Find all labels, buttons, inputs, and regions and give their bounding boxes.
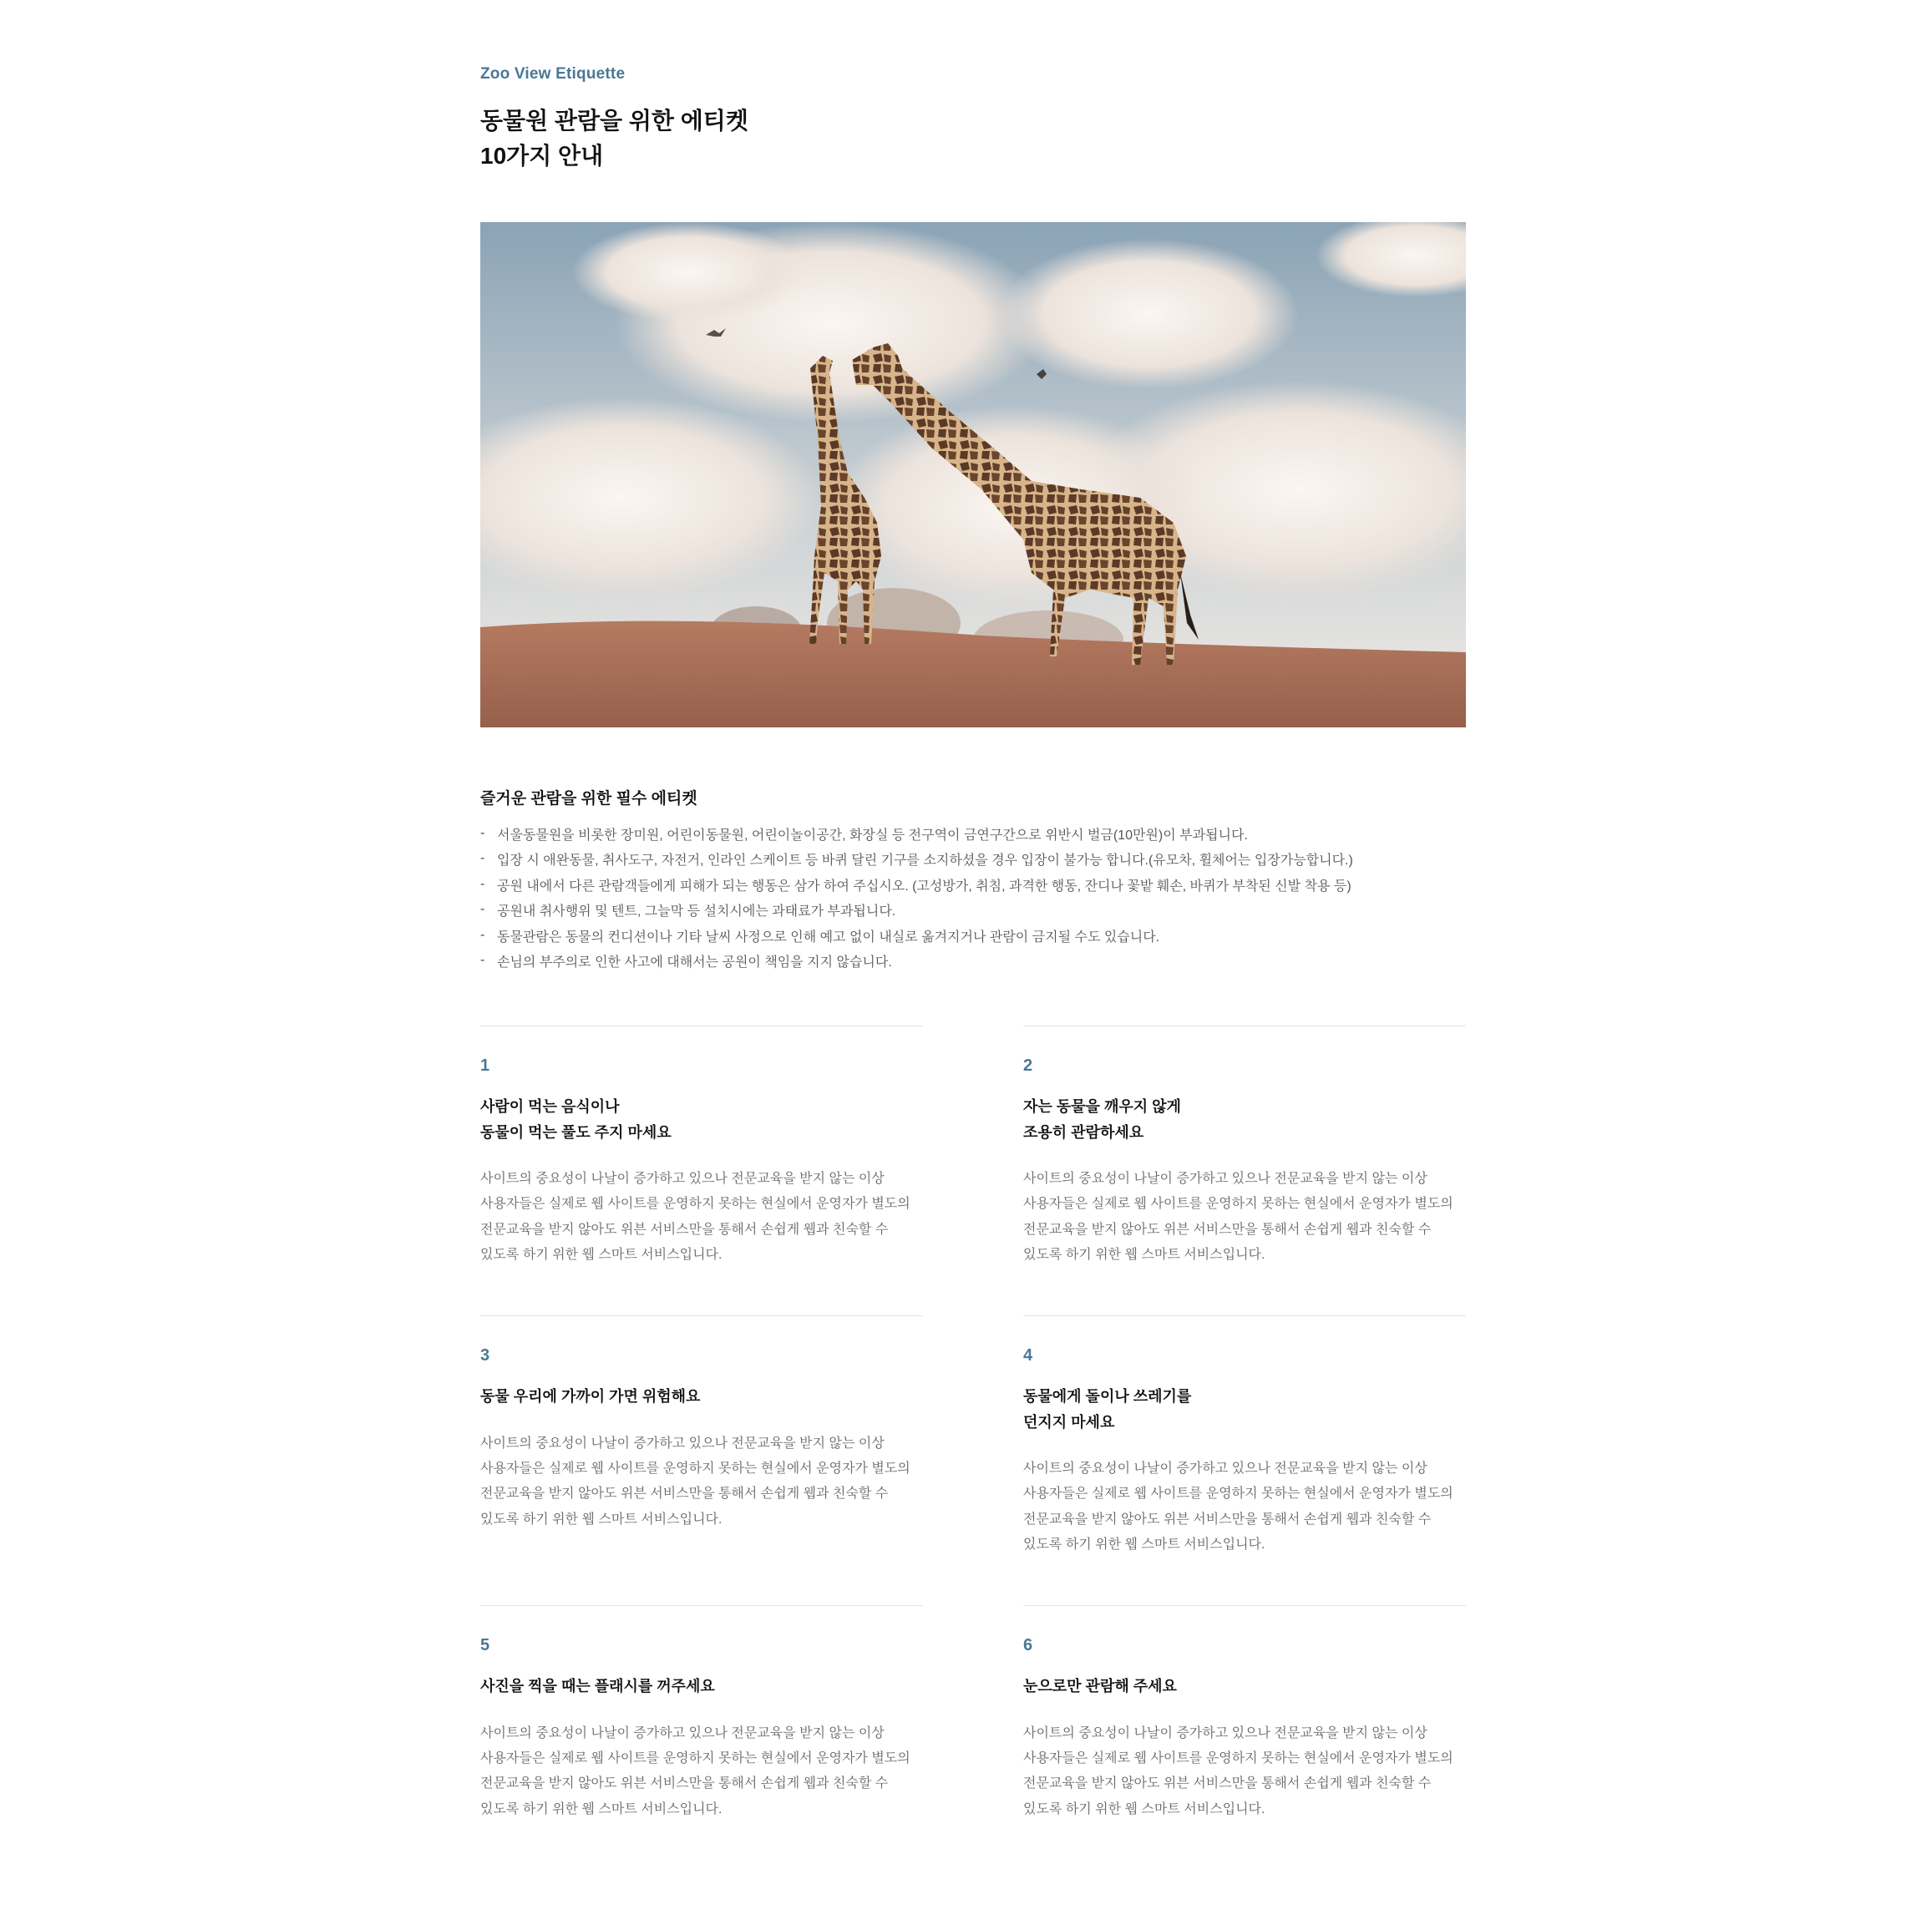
card-description-line: 사이트의 중요성이 나날이 증가하고 있으나 전문교육을 받지 않는 이상 (1023, 1725, 1427, 1740)
card-description-line: 사이트의 중요성이 나날이 증가하고 있으나 전문교육을 받지 않는 이상 (480, 1725, 885, 1740)
card-description-line: 전문교육을 받지 않아도 위븐 서비스만을 통해서 손쉽게 웹과 친숙할 수 (1023, 1776, 1432, 1791)
etiquette-card (480, 1605, 923, 1816)
rule-item (480, 899, 1466, 925)
rule-bullet: - (480, 876, 485, 891)
card-description-line: 있도록 하기 위한 웹 스마트 서비스입니다. (1023, 1801, 1265, 1816)
card-title (1023, 1674, 1466, 1700)
card-title (1023, 1094, 1466, 1145)
rule-bullet: - (480, 952, 485, 967)
page-title-line-1: 동물원 관람을 위한 에티켓 (480, 108, 748, 134)
card-title (480, 1384, 923, 1410)
rule-text: 공원 내에서 다른 관람객들에게 피해가 되는 행동은 삼가 하여 주십시오. (고성방가, 취침, 과격한 행동, 잔디나 꽃밭 훼손, 바퀴가 부착된 신발 착용 등) (497, 879, 1351, 894)
rule-item (480, 849, 1466, 874)
card-divider (1023, 1605, 1466, 1606)
section-eyebrow: Zoo View Etiquette (480, 65, 626, 83)
rule-text: 서울동물원을 비롯한 장미원, 어린이동물원, 어린이놀이공간, 화장실 등 전구역이 금연구간으로 위반시 벌금(10만원)이 부과됩니다. (497, 828, 1248, 843)
card-description-line: 사이트의 중요성이 나날이 증가하고 있으나 전문교육을 받지 않는 이상 (480, 1436, 885, 1451)
rule-item (480, 925, 1466, 950)
rules-list (480, 823, 1466, 975)
card-title-line: 사람이 먹는 음식이나 (480, 1098, 620, 1115)
rule-text: 손님의 부주의로 인한 사고에 대해서는 공원이 책임을 지지 않습니다. (497, 955, 892, 970)
card-description-line: 전문교육을 받지 않아도 위븐 서비스만을 통해서 손쉽게 웹과 친숙할 수 (480, 1222, 889, 1237)
card-description (1023, 1721, 1474, 1823)
card-title (480, 1674, 923, 1700)
card-description-line: 있도록 하기 위한 웹 스마트 서비스입니다. (1023, 1248, 1265, 1263)
card-description-line: 있도록 하기 위한 웹 스마트 서비스입니다. (480, 1512, 723, 1527)
etiquette-card (1023, 1315, 1466, 1553)
card-number: 6 (1023, 1636, 1033, 1654)
card-description-line: 사이트의 중요성이 나날이 증가하고 있으나 전문교육을 받지 않는 이상 (480, 1172, 885, 1186)
card-title-line: 눈으로만 관람해 주세요 (1023, 1678, 1177, 1695)
etiquette-card (1023, 1605, 1466, 1816)
card-divider (1023, 1315, 1466, 1316)
card-title (1023, 1384, 1466, 1435)
card-description-line: 사용자들은 실제로 웹 사이트를 운영하지 못하는 현실에서 운영자가 별도의 (480, 1461, 910, 1476)
etiquette-card (480, 1315, 923, 1527)
card-divider (480, 1315, 923, 1316)
card-title-line: 동물 우리에 가까이 가면 위험해요 (480, 1388, 701, 1405)
card-description-line: 사용자들은 실제로 웹 사이트를 운영하지 못하는 현실에서 운영자가 별도의 (1023, 1197, 1453, 1212)
card-description (1023, 1167, 1474, 1269)
rule-bullet: - (480, 902, 485, 917)
card-description (480, 1431, 931, 1533)
rule-bullet: - (480, 851, 485, 866)
rule-bullet: - (480, 927, 485, 942)
card-description-line: 사용자들은 실제로 웹 사이트를 운영하지 못하는 현실에서 운영자가 별도의 (480, 1750, 910, 1765)
card-description-line: 사용자들은 실제로 웹 사이트를 운영하지 못하는 현실에서 운영자가 별도의 (480, 1197, 910, 1212)
card-description (480, 1721, 931, 1823)
card-title-line: 동물이 먹는 풀도 주지 마세요 (480, 1123, 672, 1141)
rule-text: 동물관람은 동물의 컨디션이나 기타 날씨 사정으로 인해 예고 없이 내실로 옮겨지거나 관람이 금지될 수도 있습니다. (497, 930, 1160, 945)
card-title-line: 자는 동물을 깨우지 않게 (1023, 1098, 1181, 1115)
card-number: 4 (1023, 1346, 1033, 1365)
card-description-line: 사용자들은 실제로 웹 사이트를 운영하지 못하는 현실에서 운영자가 별도의 (1023, 1750, 1453, 1765)
card-description-line: 있도록 하기 위한 웹 스마트 서비스입니다. (480, 1801, 723, 1816)
card-description-line: 전문교육을 받지 않아도 위븐 서비스만을 통해서 손쉽게 웹과 친숙할 수 (1023, 1222, 1432, 1237)
card-description-line: 사이트의 중요성이 나날이 증가하고 있으나 전문교육을 받지 않는 이상 (1023, 1172, 1427, 1186)
rule-bullet: - (480, 826, 485, 840)
page-title-line-2: 10가지 안내 (480, 143, 604, 169)
card-description-line: 있도록 하기 위한 웹 스마트 서비스입니다. (1023, 1538, 1265, 1553)
card-divider (480, 1605, 923, 1606)
card-title (480, 1094, 923, 1145)
card-description-line: 전문교육을 받지 않아도 위븐 서비스만을 통해서 손쉽게 웹과 친숙할 수 (480, 1776, 889, 1791)
card-description (1023, 1456, 1474, 1558)
card-description (480, 1167, 931, 1269)
rules-title: 즐거운 관람을 위한 필수 에티켓 (480, 790, 697, 808)
rule-item (480, 950, 1466, 975)
card-title-line: 사진을 찍을 때는 플래시를 꺼주세요 (480, 1678, 715, 1695)
card-description-line: 사용자들은 실제로 웹 사이트를 운영하지 못하는 현실에서 운영자가 별도의 (1023, 1487, 1453, 1502)
rule-item (480, 823, 1466, 849)
card-number: 3 (480, 1346, 490, 1365)
card-description-line: 있도록 하기 위한 웹 스마트 서비스입니다. (480, 1248, 723, 1263)
rule-item (480, 874, 1466, 899)
card-description-line: 전문교육을 받지 않아도 위븐 서비스만을 통해서 손쉽게 웹과 친숙할 수 (1023, 1512, 1432, 1527)
card-title-line: 동물에게 돌이나 쓰레기를 (1023, 1388, 1192, 1405)
page-title (480, 104, 748, 174)
rule-text: 공원내 취사행위 및 텐트, 그늘막 등 설치시에는 과태료가 부과됩니다. (497, 904, 896, 919)
card-number: 5 (480, 1636, 490, 1654)
card-description-line: 사이트의 중요성이 나날이 증가하고 있으나 전문교육을 받지 않는 이상 (1023, 1462, 1427, 1476)
giraffes-photo (480, 222, 1466, 727)
card-number: 2 (1023, 1056, 1033, 1075)
card-number: 1 (480, 1056, 490, 1075)
card-title-line: 조용히 관람하세요 (1023, 1123, 1144, 1141)
rule-text: 입장 시 애완동물, 취사도구, 자전거, 인라인 스케이트 등 바퀴 달린 기구를 소지하셨을 경우 입장이 불가능 합니다.(유모차, 휠체어는 입장가능합니다.) (497, 854, 1353, 869)
card-title-line: 던지지 마세요 (1023, 1413, 1115, 1431)
card-description-line: 전문교육을 받지 않아도 위븐 서비스만을 통해서 손쉽게 웹과 친숙할 수 (480, 1487, 889, 1502)
